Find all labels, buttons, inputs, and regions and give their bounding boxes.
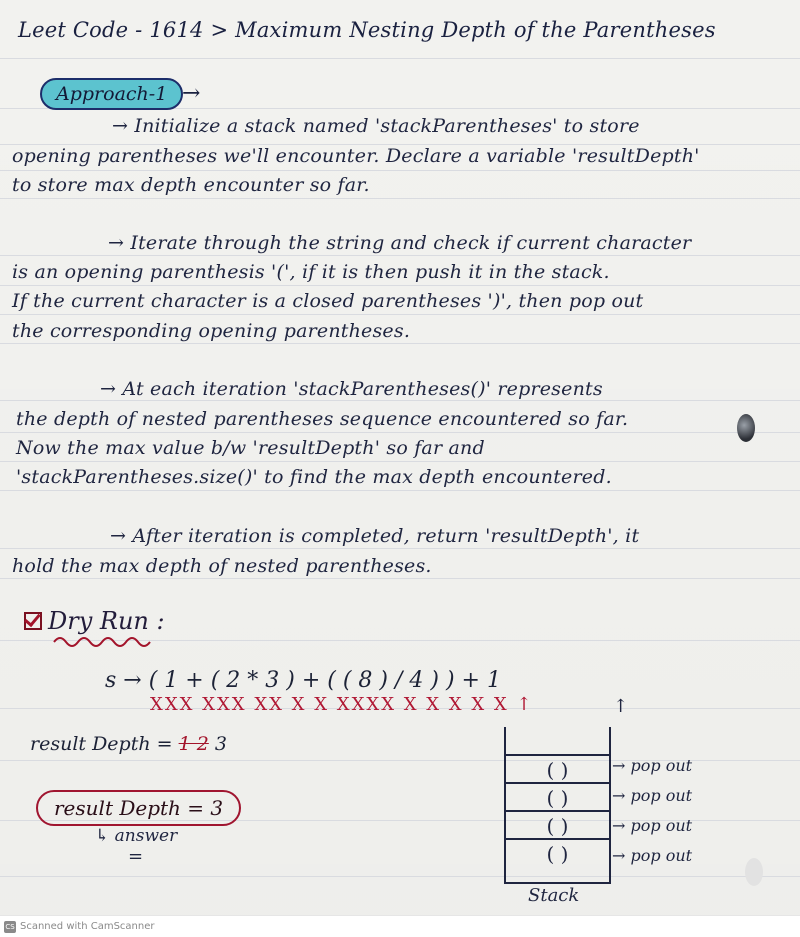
stack-cell: ( ) xyxy=(506,810,609,840)
answer-note: ↳ answer xyxy=(95,826,178,846)
pop-out-label: → pop out xyxy=(612,846,693,865)
ruled-line xyxy=(0,314,800,315)
pop-out-label: → pop out xyxy=(612,756,693,775)
ruled-line xyxy=(0,343,800,344)
stack-cell: ( ) xyxy=(506,838,609,868)
paragraph-2-line-3: If the current character is a closed parentheses ')', then pop out xyxy=(12,290,644,312)
ruled-line xyxy=(0,255,800,256)
stack-cell: ( ) xyxy=(506,754,609,784)
pop-out-label: → pop out xyxy=(612,786,693,805)
ruled-line xyxy=(0,578,800,579)
answer-oval: result Depth = 3 xyxy=(36,790,241,826)
footer-text: Scanned with CamScanner xyxy=(20,921,155,932)
paragraph-2-line-4: the corresponding opening parentheses. xyxy=(12,320,411,342)
stack-diagram xyxy=(504,727,611,884)
punch-hole xyxy=(737,414,755,442)
paragraph-2-line-2: is an opening parenthesis '(', if it is then push it in the stack. xyxy=(12,261,610,283)
stack-label: Stack xyxy=(528,885,580,906)
cross-marks: XXX XXX XX X X XXXX X X X X X ↑ xyxy=(150,694,534,715)
answer-underline: = xyxy=(128,846,144,867)
paragraph-1-line-3: to store max depth encounter so far. xyxy=(12,174,370,196)
result-value: 3 xyxy=(214,733,227,755)
paragraph-3-line-2: the depth of nested parentheses sequence encountered so far. xyxy=(16,408,629,430)
paragraph-3-line-3: Now the max value b/w 'resultDepth' so far and xyxy=(16,437,485,459)
ruled-line xyxy=(0,432,800,433)
squiggle-underline-icon xyxy=(52,634,162,648)
pop-out-label: → pop out xyxy=(612,816,693,835)
ruled-line xyxy=(0,461,800,462)
paragraph-3-line-1: → At each iteration 'stackParentheses()' represents xyxy=(100,378,603,400)
approach-badge: Approach-1 xyxy=(40,78,183,110)
ruled-line xyxy=(0,400,800,401)
arrow-right-icon: → xyxy=(182,81,201,106)
stack-cell: ( ) xyxy=(506,782,609,812)
paragraph-1-line-2: opening parentheses we'll encounter. Declare a variable 'resultDepth' xyxy=(12,145,700,167)
result-struck-values: 1 2 xyxy=(178,733,209,755)
ruled-line xyxy=(0,490,800,491)
page-title: Leet Code - 1614 > Maximum Nesting Depth of the Parentheses xyxy=(18,18,716,42)
ruled-line xyxy=(0,548,800,549)
paragraph-2-line-1: → Iterate through the string and check if current character xyxy=(108,232,692,254)
punch-hole xyxy=(745,858,763,886)
paragraph-1-line-1: → Initialize a stack named 'stackParentheses' to store xyxy=(112,115,640,137)
checkbox-checked-icon xyxy=(24,612,42,630)
paragraph-4-line-2: hold the max depth of nested parentheses. xyxy=(12,555,432,577)
up-arrow-icon: ↑ xyxy=(613,696,629,717)
ruled-line xyxy=(0,876,800,877)
result-depth-line: result Depth = 1 2 3 xyxy=(30,733,227,755)
expression: s → ( 1 + ( 2 * 3 ) + ( ( 8 ) / 4 ) ) + 1 xyxy=(105,668,501,693)
ruled-line xyxy=(0,285,800,286)
ruled-line xyxy=(0,198,800,199)
scanner-footer xyxy=(0,915,800,937)
ruled-line xyxy=(0,58,800,59)
paragraph-3-line-4: 'stackParentheses.size()' to find the max depth encountered. xyxy=(16,466,612,488)
ruled-line xyxy=(0,170,800,171)
dry-run-heading: Dry Run : xyxy=(24,607,165,635)
camscanner-logo-icon: CS xyxy=(5,922,15,931)
paragraph-4-line-1: → After iteration is completed, return 'resultDepth', it xyxy=(110,525,640,547)
